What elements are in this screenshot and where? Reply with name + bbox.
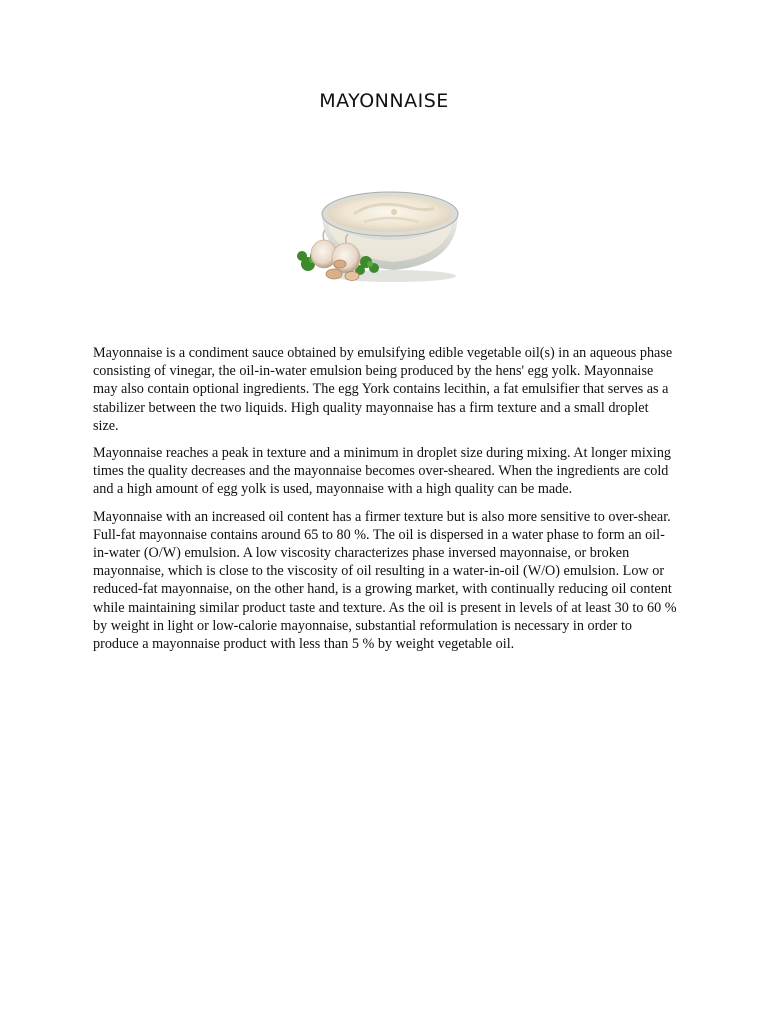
mayonnaise-bowl-icon: [294, 184, 464, 286]
page-title: MAYONNAISE: [319, 90, 449, 112]
body-text: [93, 344, 677, 662]
paragraph-1: Mayonnaise is a condiment sauce obtained by emulsifying edible vegetable oil(s) in an aqueous phase consisting of vinegar, the oil-in-water emulsion being produced by the hens' egg yolk. Mayonnaise may also contain optional ingredients. The egg York contains lecithin, a fat emulsifier that serves as a stabilizer between the two liquids. High quality mayonnaise has a firm texture and a small droplet size.: [93, 345, 673, 434]
paragraph-3: Mayonnaise with an increased oil content has a firmer texture but is also more sensitive to over-shear. Full-fat mayonnaise contains around 65 to 80 %. The oil is dispersed in a water phase to form an oil-in-water (O/W) emulsion. A low viscosity characterizes phase inversed mayonnaise, or broken mayonnaise, which is close to the viscosity of oil resulting in a water-in-oil (W/O) emulsion. Low or reduced-fat mayonnaise, on the other hand, is a growing market, with continually reducing oil content while maintaining similar product taste and texture. As the oil is present in levels of at least 30 to 60 % by weight in light or low-calorie mayonnaise, substantial reformulation is necessary in order to produce a mayonnaise product with less than 5 % by weight vegetable oil.: [93, 508, 677, 653]
mayonnaise-bowl-image: [294, 184, 464, 286]
paragraph-2: Mayonnaise reaches a peak in texture and a minimum in droplet size during mixing. At longer mixing times the quality decreases and the mayonnaise becomes over-sheared. When the ingredients are cold and a high amount of egg yolk is used, mayonnaise with a high quality can be made.: [93, 445, 672, 498]
